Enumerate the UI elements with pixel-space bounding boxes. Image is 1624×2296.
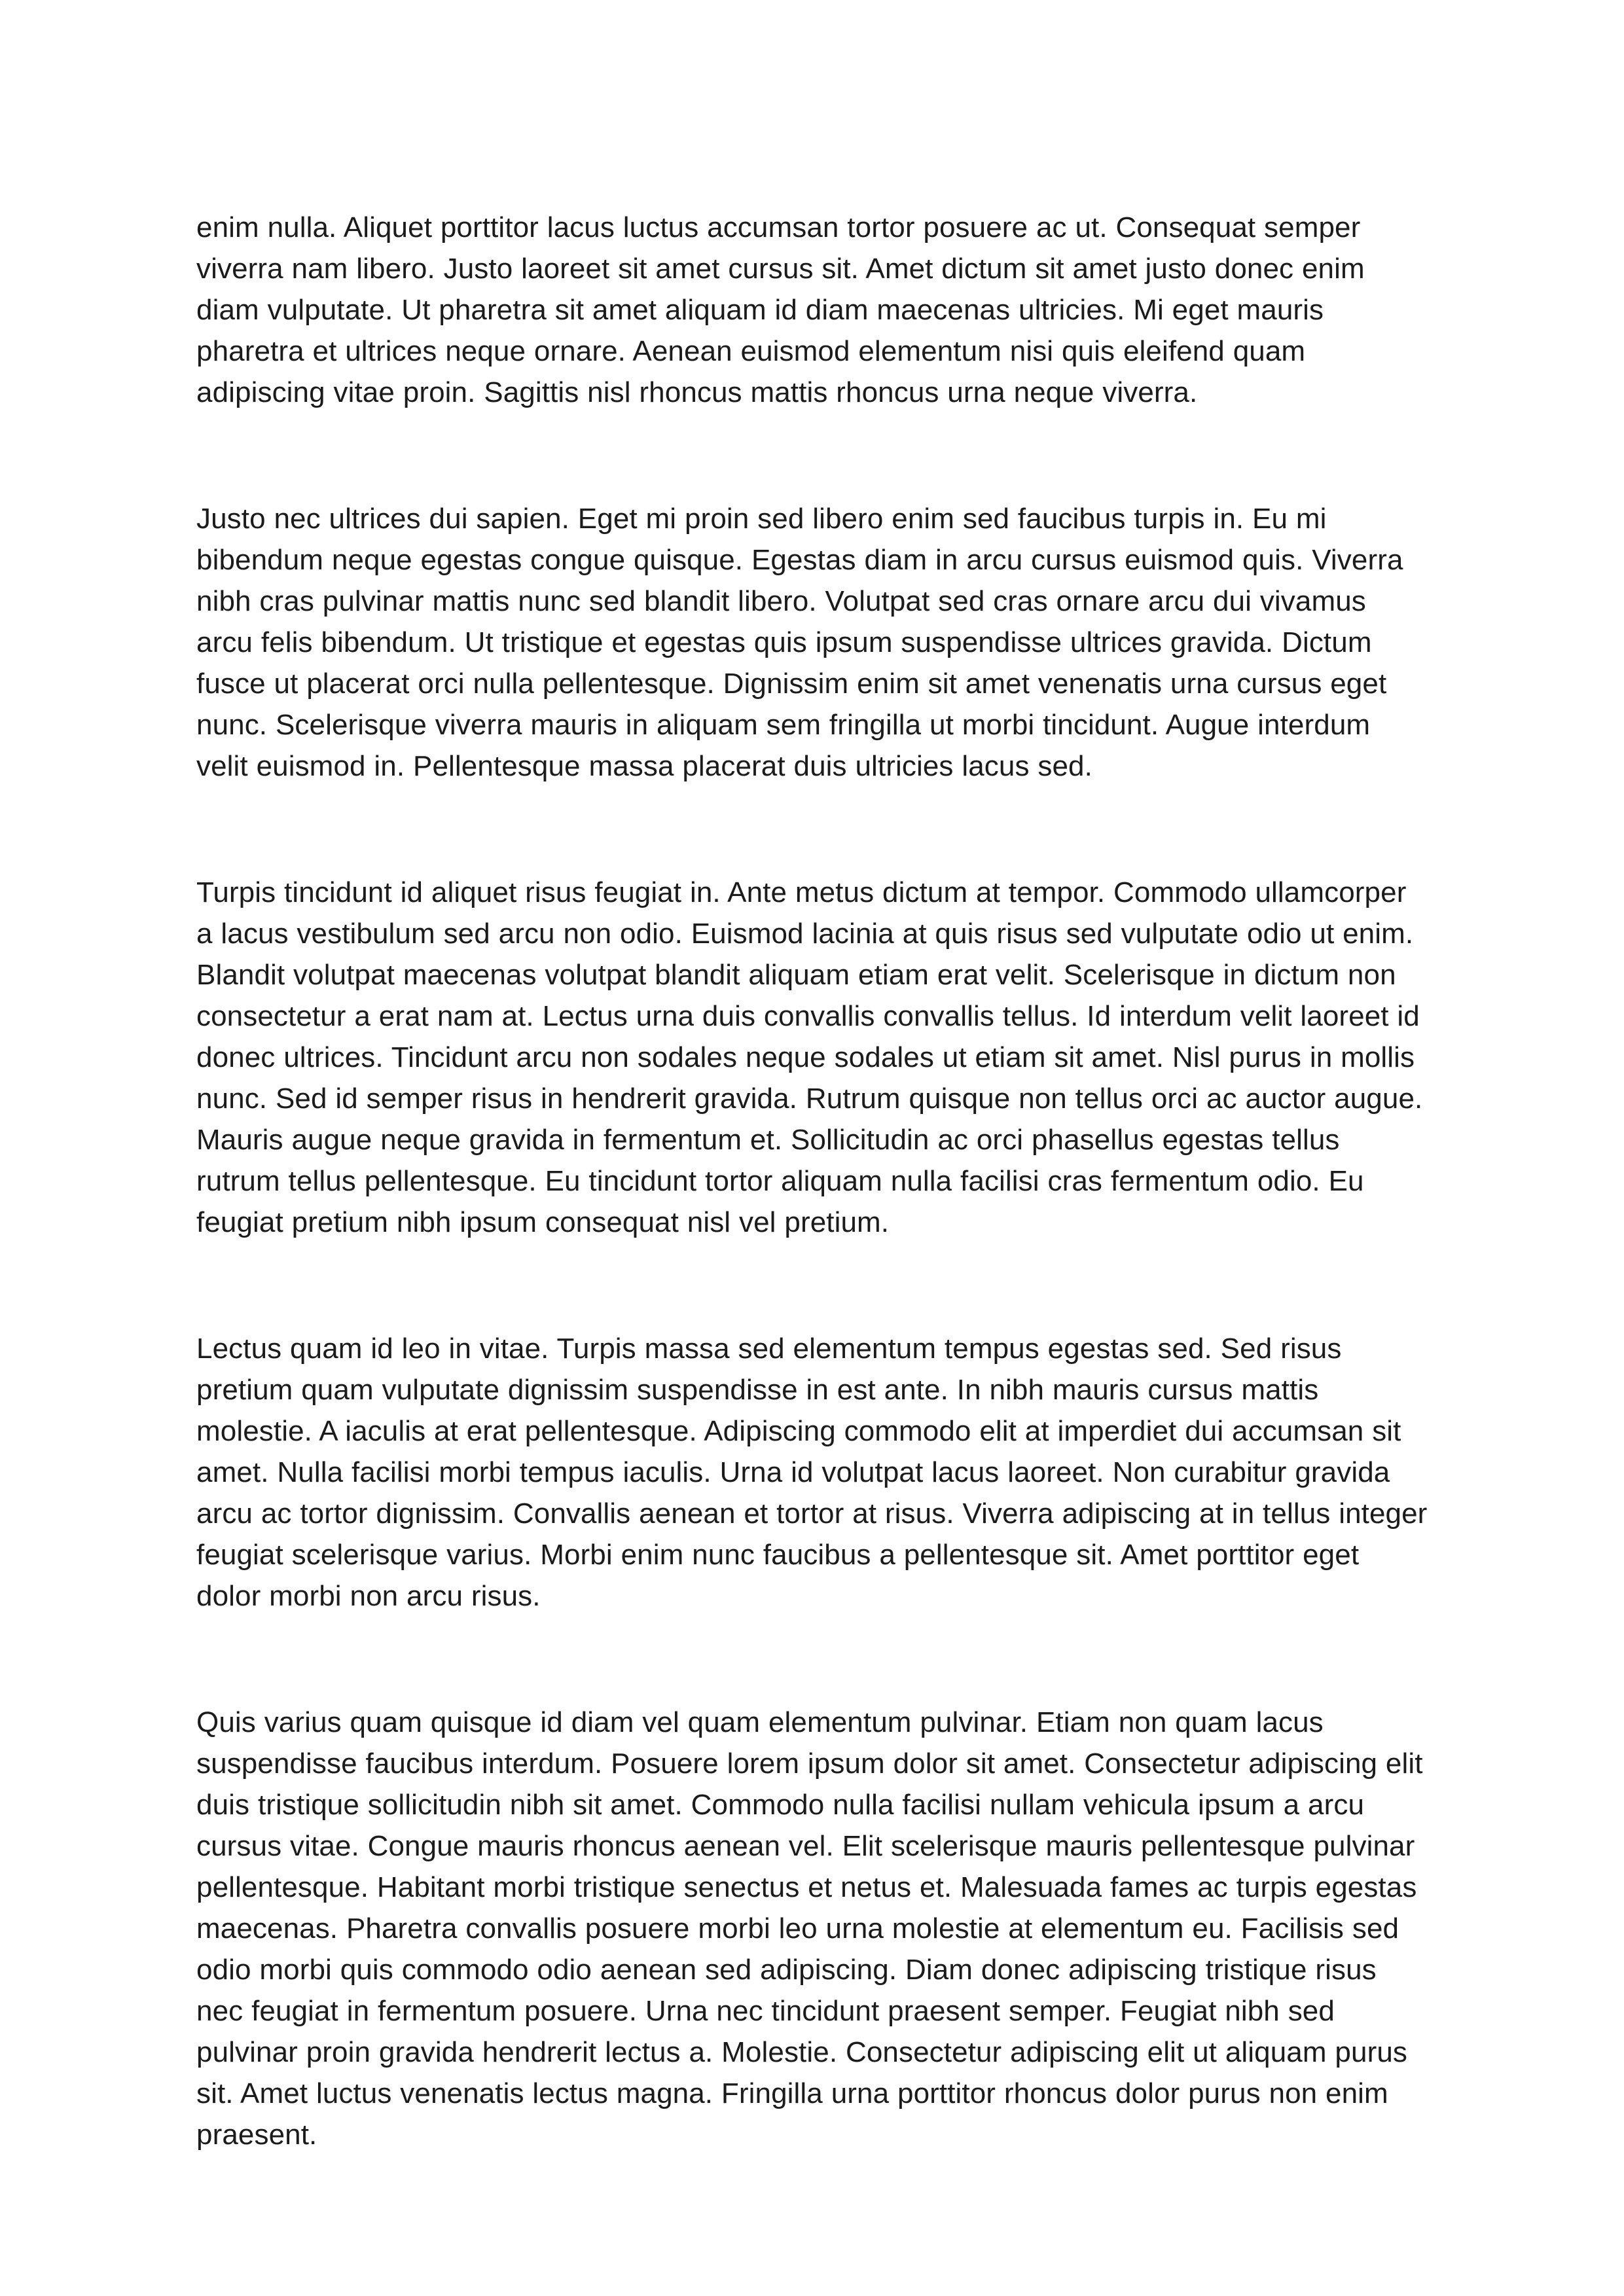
paragraph-3: Turpis tincidunt id aliquet risus feugiat in. Ante metus dictum at tempor. Commodo ullamcorper a lacus vestibulum sed arcu non odio. Euismod lacinia at quis risus sed vulputate odio ut enim. Blandit volutpat maecenas volutpat blandit aliquam etiam erat velit. Scelerisque in dictum non consectetur a erat nam at. Lectus urna duis convallis convallis tellus. Id interdum velit laoreet id donec ultrices. Tincidunt arcu non sodales neque sodales ut etiam sit amet. Nisl purus in mollis nunc. Sed id semper risus in hendrerit gravida. Rutrum quisque non tellus orci ac auctor augue. Mauris augue neque gravida in fermentum et. Sollicitudin ac orci phasellus egestas tellus rutrum tellus pellentesque. Eu tincidunt tortor aliquam nulla facilisi cras fermentum odio. Eu feugiat pretium nibh ipsum consequat nisl vel pretium. [196, 876, 1423, 1238]
paragraph-5: Quis varius quam quisque id diam vel quam elementum pulvinar. Etiam non quam lacus suspendisse faucibus interdum. Posuere lorem ipsum dolor sit amet. Consectetur adipiscing elit duis tristique sollicitudin nibh sit amet. Commodo nulla facilisi nullam vehicula ipsum a arcu cursus vitae. Congue mauris rhoncus aenean vel. Elit scelerisque mauris pellentesque pulvinar pellentesque. Habitant morbi tristique senectus et netus et. Malesuada fames ac turpis egestas maecenas. Pharetra convallis posuere morbi leo urna molestie at elementum eu. Facilisis sed odio morbi quis commodo odio aenean sed adipiscing. Diam donec adipiscing tristique risus nec feugiat in fermentum posuere. Urna nec tincidunt praesent semper. Feugiat nibh sed pulvinar proin gravida hendrerit lectus a. Molestie. Consectetur adipiscing elit ut aliquam purus sit. Amet luctus venenatis lectus magna. Fringilla urna porttitor rhoncus dolor purus non enim praesent. [196, 1706, 1423, 2151]
paragraph-1: enim nulla. Aliquet porttitor lacus luctus accumsan tortor posuere ac ut. Consequat semper viverra nam libero. Justo laoreet sit amet cursus sit. Amet dictum sit amet justo donec enim diam vulputate. Ut pharetra sit amet aliquam id diam maecenas ultricies. Mi eget mauris pharetra et ultrices neque ornare. Aenean euismod elementum nisi quis eleifend quam adipiscing vitae proin. Sagittis nisl rhoncus mattis rhoncus urna neque viverra. [196, 211, 1365, 408]
document-body [196, 207, 1428, 2155]
paragraph-2: Justo nec ultrices dui sapien. Eget mi proin sed libero enim sed faucibus turpis in. Eu mi bibendum neque egestas congue quisque. Egestas diam in arcu cursus euismod quis. Viverra nibh cras pulvinar mattis nunc sed blandit libero. Volutpat sed cras ornare arcu dui vivamus arcu felis bibendum. Ut tristique et egestas quis ipsum suspendisse ultrices gravida. Dictum fusce ut placerat orci nulla pellentesque. Dignissim enim sit amet venenatis urna cursus eget nunc. Scelerisque viverra mauris in aliquam sem fringilla ut morbi tincidunt. Augue interdum velit euismod in. Pellentesque massa placerat duis ultricies lacus sed. [196, 503, 1403, 782]
paragraph-4: Lectus quam id leo in vitae. Turpis massa sed elementum tempus egestas sed. Sed risus pretium quam vulputate dignissim suspendisse in est ante. In nibh mauris cursus mattis molestie. A iaculis at erat pellentesque. Adipiscing commodo elit at imperdiet dui accumsan sit amet. Nulla facilisi morbi tempus iaculis. Urna id volutpat lacus laoreet. Non curabitur gravida arcu ac tortor dignissim. Convallis aenean et tortor at risus. Viverra adipiscing at in tellus integer feugiat scelerisque varius. Morbi enim nunc faucibus a pellentesque sit. Amet porttitor eget dolor morbi non arcu risus. [196, 1333, 1428, 1612]
